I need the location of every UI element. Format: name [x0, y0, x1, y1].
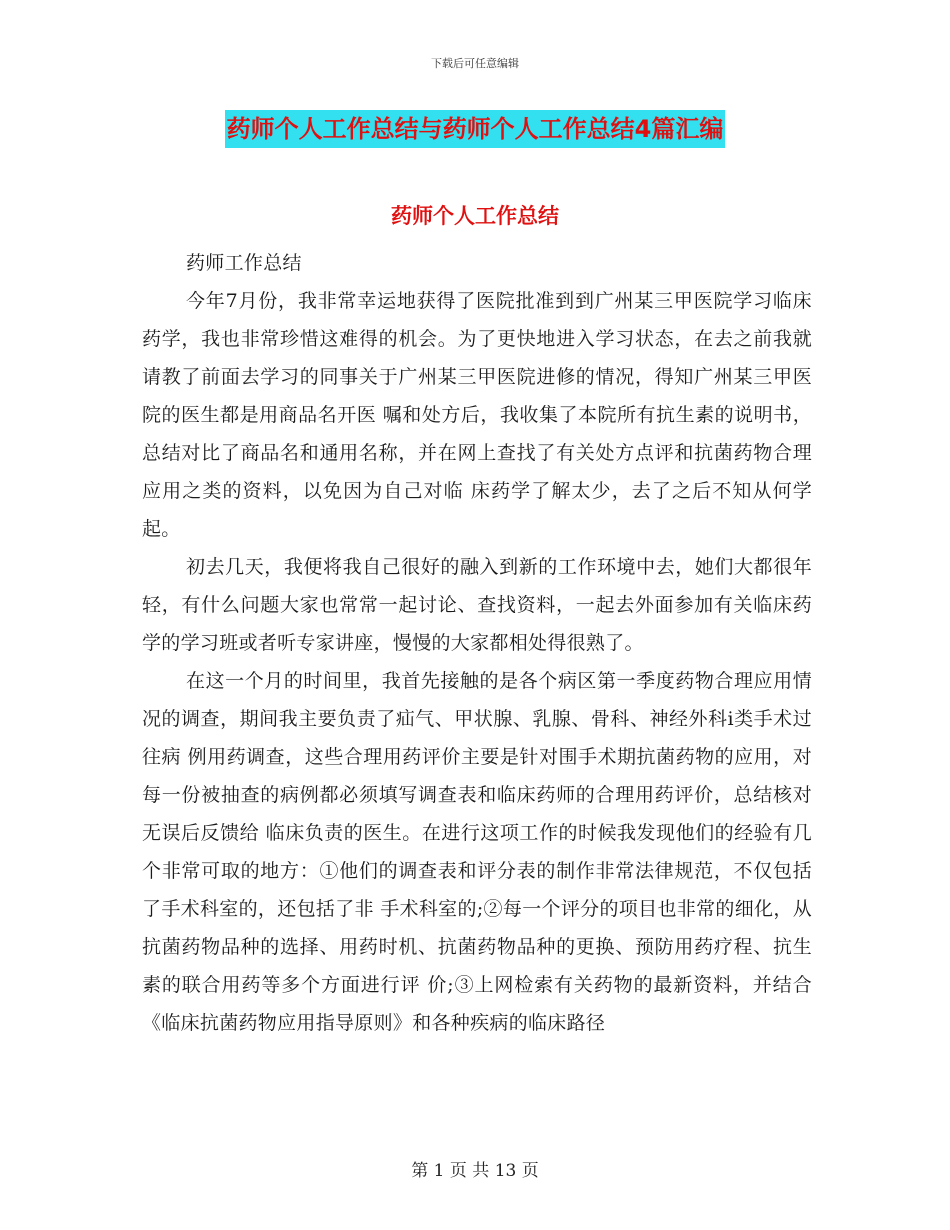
- paragraph: 在这一个月的时间里，我首先接触的是各个病区第一季度药物合理应用情况的调查，期间我主要负责了疝气、甲状腺、乳腺、骨科、神经外科ⅰ类手术过往病 例用药调查，这些合理用药评价主要是针对围手术期抗菌药物的应用，对每一份被抽查的病例都必须填写调查表和临床药师的合理用药评价，总结核对无误后反馈给 临床负责的医生。在进行这项工作的时候我发现他们的经验有几个非常可取的地方：①他们的调查表和评分表的制作非常法律规范，不仅包括了手术科室的，还包括了非 手术科室的;②每一个评分的项目也非常的细化，从抗菌药物品种的选择、用药时机、抗菌药物品种的更换、预防用药疗程、抗生素的联合用药等多个方面进行评 价;③上网检索有关药物的最新资料，并结合《临床抗菌药物应用指导原则》和各种疾病的临床路径: [142, 670, 812, 1034]
- paragraph: 初去几天，我便将我自己很好的融入到新的工作环境中去，她们大都很年轻，有什么问题大家也常常一起讨论、查找资料，一起去外面参加有关临床药学的学习班或者听专家讲座，慢慢的大家都相处得很熟了。: [142, 556, 812, 654]
- header-note: 下载后可任意编辑: [431, 57, 519, 70]
- paragraph: 今年7月份，我非常幸运地获得了医院批准到到广州某三甲医院学习临床药学，我也非常珍惜这难得的机会。为了更快地进入学习状态，在去之前我就请教了前面去学习的同事关于广州某三甲医院进修的情况，得知广州某三甲医院的医生都是用商品名开医 嘱和处方后，我收集了本院所有抗生素的说明书，总结对比了商品名和通用名称，并在网上查找了有关处方点评和抗菌药物合理应用之类的资料，以免因为自己对临 床药学了解太少，去了之后不知从何学起。: [142, 290, 812, 540]
- document-title-text: 药师个人工作总结与药师个人工作总结4篇汇编: [225, 110, 726, 148]
- paragraph: 药师工作总结: [186, 252, 302, 274]
- document-title: [0, 110, 950, 148]
- page-footer: 第 1 页 共 13 页: [411, 1161, 539, 1181]
- section-title: 药师个人工作总结: [391, 204, 559, 228]
- body-text: [142, 244, 812, 1042]
